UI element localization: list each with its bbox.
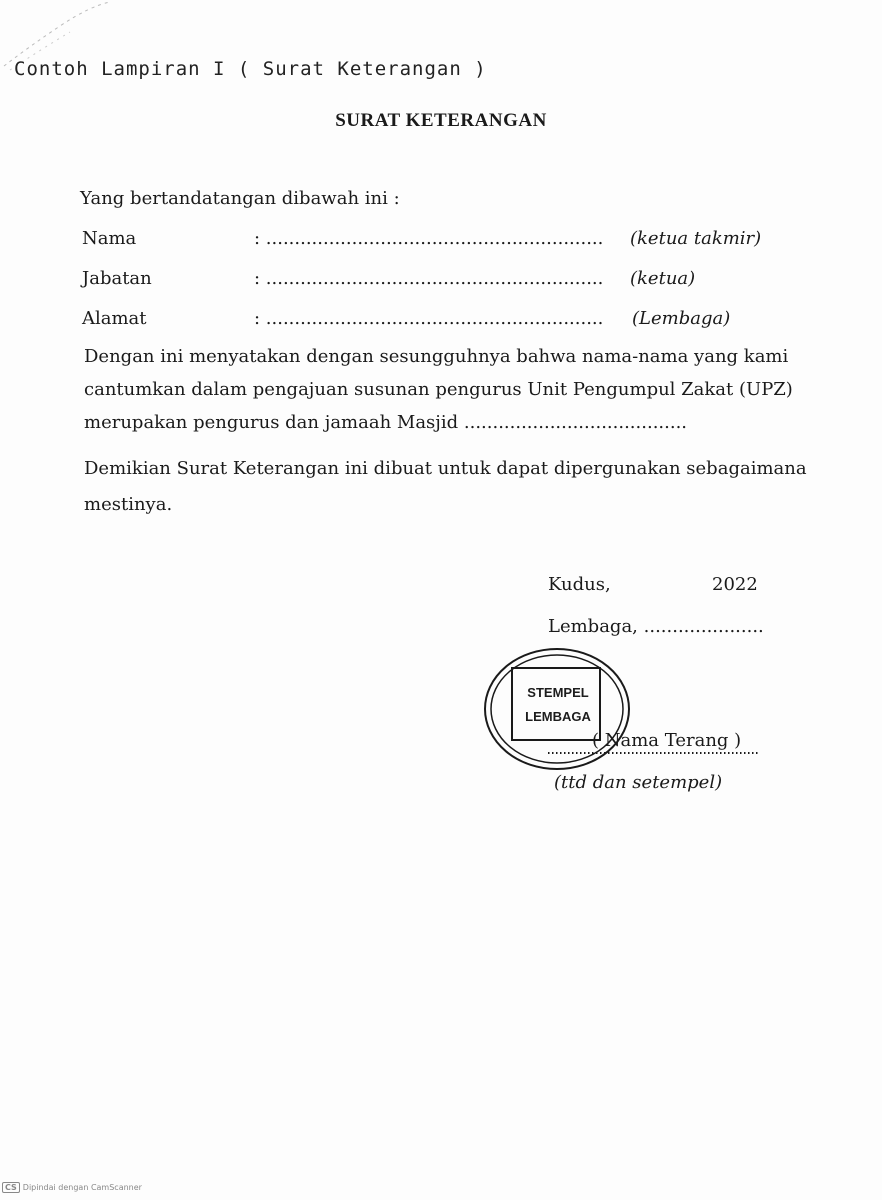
signature-org: Lembaga, ..................... <box>548 616 764 637</box>
stamp-text-line2: LEMBAGA <box>525 709 591 724</box>
scanner-watermark <box>2 1182 142 1193</box>
field-dots: : ........................................................... <box>254 268 604 289</box>
field-label: Nama <box>82 228 137 249</box>
intro-text: Yang bertandatangan dibawah ini : <box>80 188 400 209</box>
field-dots: : ........................................................... <box>254 228 604 249</box>
document-title: SURAT KETERANGAN <box>335 110 547 131</box>
field-alamat <box>82 308 762 336</box>
signature-dotted-line <box>548 750 760 756</box>
field-jabatan <box>82 268 762 296</box>
attachment-caption: Contoh Lampiran I ( Surat Keterangan ) <box>14 58 487 80</box>
signature-note: (ttd dan setempel) <box>554 772 723 793</box>
field-hint: (ketua takmir) <box>630 228 762 249</box>
field-hint: (Lembaga) <box>632 308 731 329</box>
field-hint: (ketua) <box>630 268 696 289</box>
field-label: Alamat <box>82 308 147 329</box>
paragraph1-line2: cantumkan dalam pengajuan susunan pengurus Unit Pengumpul Zakat (UPZ) <box>84 379 793 400</box>
paragraph2-line2: mestinya. <box>84 494 173 515</box>
scanner-watermark-text: Dipindai dengan CamScanner <box>22 1183 142 1192</box>
signature-name: ( Nama Terang ) <box>592 730 742 751</box>
paragraph1-line3: merupakan pengurus dan jamaah Masjid ....................................... <box>84 412 688 433</box>
field-nama <box>82 228 762 256</box>
field-dots: : ........................................................... <box>254 308 604 329</box>
field-label: Jabatan <box>82 268 152 289</box>
paragraph2-line1: Demikian Surat Keterangan ini dibuat untuk dapat dipergunakan sebagaimana <box>84 458 807 479</box>
signature-year: 2022 <box>712 574 758 595</box>
signature-place: Kudus, <box>548 574 611 595</box>
stamp-text-line1: STEMPEL <box>527 685 589 700</box>
camscanner-logo: CS <box>2 1182 20 1193</box>
paragraph1-line1: Dengan ini menyatakan dengan sesungguhnya bahwa nama-nama yang kami <box>84 346 789 367</box>
